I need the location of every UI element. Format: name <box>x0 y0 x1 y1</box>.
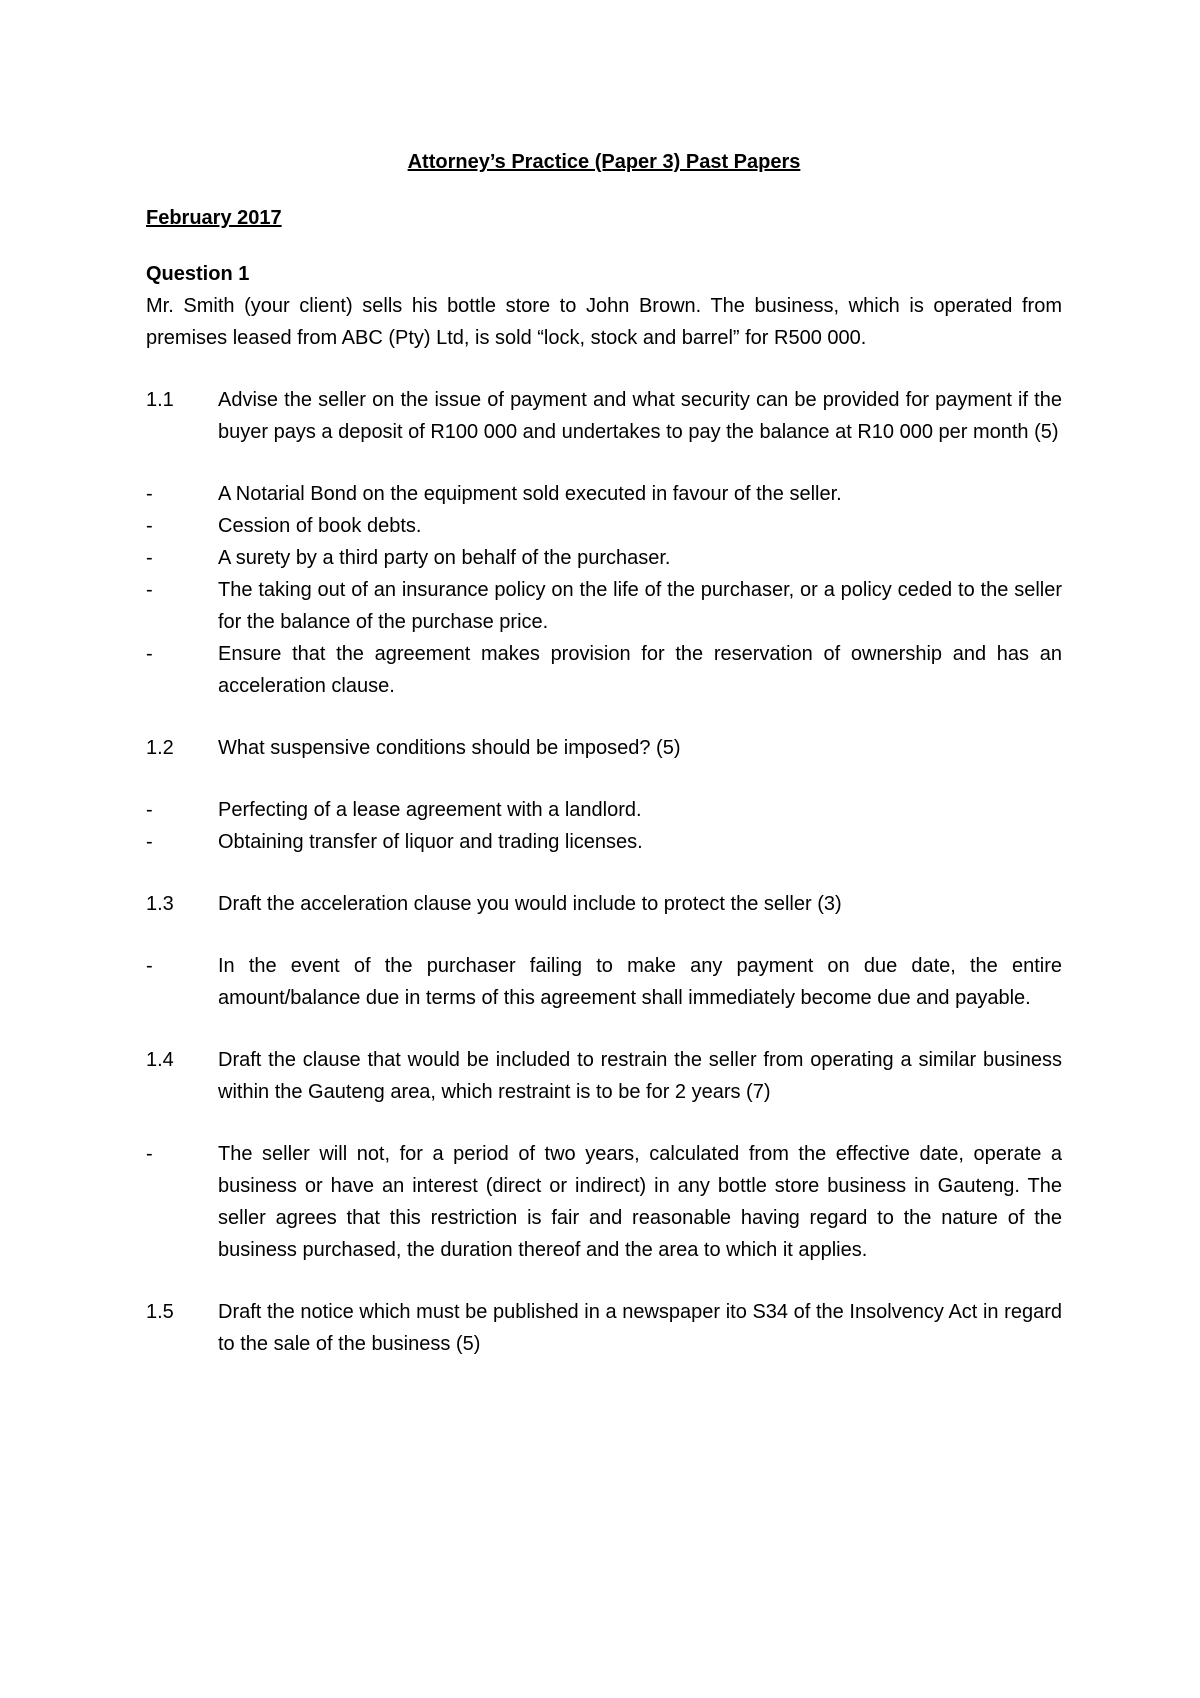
question-item <box>146 888 1062 920</box>
answer-text: Perfecting of a lease agreement with a landlord. <box>218 799 642 821</box>
exam-session: February 2017 <box>146 207 282 229</box>
answer-list <box>146 478 1062 702</box>
question-number: 1.4 <box>146 1049 174 1071</box>
question-text: Draft the notice which must be published in a newspaper ito S34 of the Insolvency Act in regard to the sale of the business (5) <box>218 1301 1062 1355</box>
answer-item <box>146 574 1062 638</box>
bullet-dash: - <box>146 515 153 537</box>
answer-list <box>146 1138 1062 1266</box>
answer-item <box>146 510 1062 542</box>
bullet-dash: - <box>146 483 153 505</box>
document-content <box>146 146 1062 1390</box>
question-heading: Question 1 <box>146 263 250 285</box>
question-number: 1.1 <box>146 389 174 411</box>
bullet-dash: - <box>146 579 153 601</box>
question-intro: Mr. Smith (your client) sells his bottle store to John Brown. The business, which is operated from premises leased from ABC (Pty) Ltd, is sold “lock, stock and barrel” for R500 000. <box>146 295 1062 349</box>
question-text: Draft the acceleration clause you would include to protect the seller (3) <box>218 893 842 915</box>
answer-item <box>146 478 1062 510</box>
answer-text: A surety by a third party on behalf of the purchaser. <box>218 547 671 569</box>
bullet-dash: - <box>146 799 153 821</box>
answer-text: A Notarial Bond on the equipment sold executed in favour of the seller. <box>218 483 842 505</box>
question-item <box>146 732 1062 764</box>
answer-item <box>146 794 1062 826</box>
question-item <box>146 384 1062 448</box>
answer-list <box>146 950 1062 1014</box>
question-item <box>146 1296 1062 1360</box>
question-text: Draft the clause that would be included to restrain the seller from operating a similar business within the Gauteng area, which restraint is to be for 2 years (7) <box>218 1049 1062 1103</box>
answer-text: In the event of the purchaser failing to make any payment on due date, the entire amount/balance due in terms of this agreement shall immediately become due and payable. <box>218 955 1062 1009</box>
document-title: Attorney’s Practice (Paper 3) Past Papers <box>407 151 801 173</box>
answer-text: The seller will not, for a period of two years, calculated from the effective date, operate a business or have an interest (direct or indirect) in any bottle store business in Gauteng. The seller agrees that this restriction is fair and reasonable having regard to the nature of the business purchased, the duration thereof and the area to which it applies. <box>218 1143 1062 1261</box>
answer-text: Ensure that the agreement makes provision for the reservation of ownership and has an acceleration clause. <box>218 643 1062 697</box>
question-item <box>146 1044 1062 1108</box>
question-number: 1.5 <box>146 1301 174 1323</box>
answer-item <box>146 638 1062 702</box>
question-number: 1.3 <box>146 893 174 915</box>
question-number: 1.2 <box>146 737 174 759</box>
question-text: Advise the seller on the issue of payment and what security can be provided for payment if the buyer pays a deposit of R100 000 and undertakes to pay the balance at R10 000 per month (5) <box>218 389 1062 443</box>
answer-text: The taking out of an insurance policy on the life of the purchaser, or a policy ceded to the seller for the balance of the purchase price. <box>218 579 1062 633</box>
answer-item <box>146 542 1062 574</box>
answer-text: Cession of book debts. <box>218 515 422 537</box>
bullet-dash: - <box>146 955 153 977</box>
answer-list <box>146 794 1062 858</box>
question-text: What suspensive conditions should be imposed? (5) <box>218 737 681 759</box>
bullet-dash: - <box>146 831 153 853</box>
answer-text: Obtaining transfer of liquor and trading licenses. <box>218 831 643 853</box>
answer-item <box>146 1138 1062 1266</box>
bullet-dash: - <box>146 1143 153 1165</box>
bullet-dash: - <box>146 547 153 569</box>
bullet-dash: - <box>146 643 153 665</box>
answer-item <box>146 826 1062 858</box>
answer-item <box>146 950 1062 1014</box>
